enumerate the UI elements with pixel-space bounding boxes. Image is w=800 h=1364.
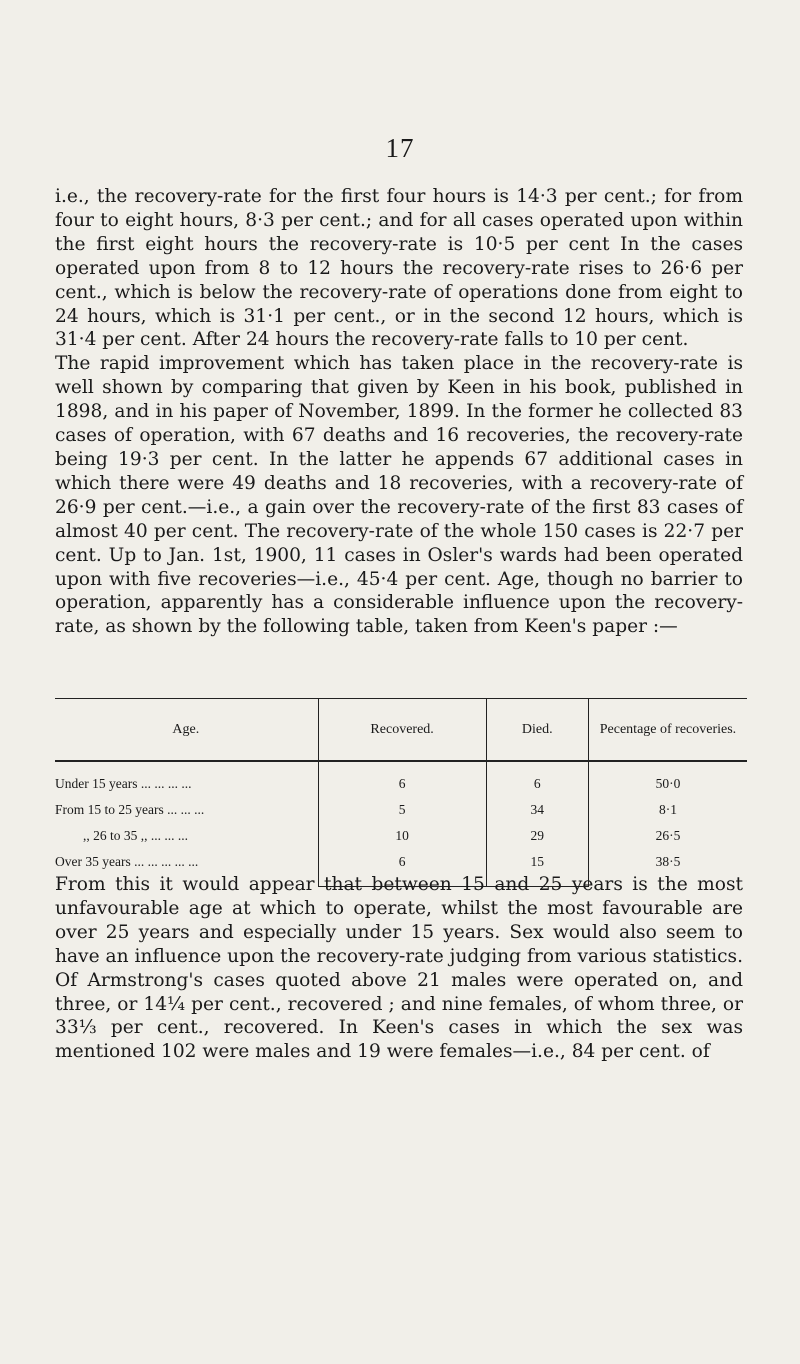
age-recovery-table-container bbox=[55, 698, 747, 887]
body-text-top bbox=[55, 185, 743, 639]
table-row bbox=[55, 761, 747, 797]
cell-recovered: 5 bbox=[318, 797, 486, 823]
cell-died: 15 bbox=[486, 849, 588, 887]
cell-recovered: 6 bbox=[318, 761, 486, 797]
header-died: Died. bbox=[486, 699, 588, 762]
page-number: 17 bbox=[385, 133, 415, 163]
cell-age: ,, 26 to 35 ,, ... ... ... bbox=[83, 828, 189, 843]
cell-recovered: 6 bbox=[318, 849, 486, 887]
cell-percentage: 50·0 bbox=[588, 761, 747, 797]
table-header-row bbox=[55, 699, 747, 762]
table-row bbox=[55, 823, 747, 849]
paragraph-recovery-rate-hours: i.e., the recovery-rate for the first four hours is 14·3 per cent.; for from four to eight hours, 8·3 per cent.; and for all cases operated upon within the first eight hours the recovery-rate is 10·5 per cent In the cases operated upon from 8 to 12 hours the recovery-rate rises to 26·6 per cent., which is below the recovery-rate of operations done from eight to 24 hours, which is 31·1 per cent., or in the second 12 hours, which is 31·4 per cent. After 24 hours the recovery-rate falls to 10 per cent. bbox=[55, 186, 743, 351]
cell-died: 6 bbox=[486, 761, 588, 797]
table-row bbox=[55, 797, 747, 823]
header-percentage: Pecentage of recoveries. bbox=[588, 699, 747, 762]
header-age: Age. bbox=[55, 699, 318, 762]
body-text-bottom bbox=[55, 873, 743, 1064]
cell-died: 29 bbox=[486, 823, 588, 849]
age-recovery-table bbox=[55, 698, 747, 887]
cell-age: Under 15 years ... ... ... ... bbox=[55, 776, 192, 791]
cell-age: Over 35 years ... ... ... ... ... bbox=[55, 854, 199, 870]
cell-recovered: 10 bbox=[318, 823, 486, 849]
cell-percentage: 38·5 bbox=[588, 849, 747, 887]
cell-percentage: 26·5 bbox=[588, 823, 747, 849]
cell-died: 34 bbox=[486, 797, 588, 823]
paragraph-keen-comparison: The rapid improvement which has taken place in the recovery-rate is well shown by comparing that given by Keen in his book, published in 1898, and in his paper of November, 1899. In the former he collected 83 cases of operation, with 67 deaths and 16 recoveries, the recovery-rate being 19·3 per cent. In the latter he appends 67 additional cases in which there were 49 deaths and 18 recoveries, with a recovery-rate of 26·9 per cent.—i.e., a gain over the recovery-rate of the first 83 cases of almost 40 per cent. The recovery-rate of the whole 150 cases is 22·7 per cent. Up to Jan. 1st, 1900, 11 cases in Osler's wards had been operated upon with five recoveries—i.e., 45·4 per cent. Age, though no barrier to operation, apparently has a considerable influence upon the recovery-rate, as shown by the following table, taken from Keen's paper :— bbox=[55, 353, 743, 638]
cell-percentage: 8·1 bbox=[588, 797, 747, 823]
header-recovered: Recovered. bbox=[318, 699, 486, 762]
cell-age: From 15 to 25 years ... ... ... bbox=[55, 802, 205, 817]
paragraph-age-sex-influence: From this it would appear that between 15 and 25 years is the most unfavourable age at which to operate, whilst the most favourable are over 25 years and especially under 15 years. Sex would also seem to have an influence upon the recovery-rate judging from various statistics. Of Armstrong's cases quoted above 21 males were operated on, and three, or 14¼ per cent., recovered ; and nine females, of whom three, or 33⅓ per cent., recovered. In Keen's cases in which the sex was mentioned 102 were males and 19 were females—i.e., 84 per cent. of bbox=[55, 874, 743, 1063]
